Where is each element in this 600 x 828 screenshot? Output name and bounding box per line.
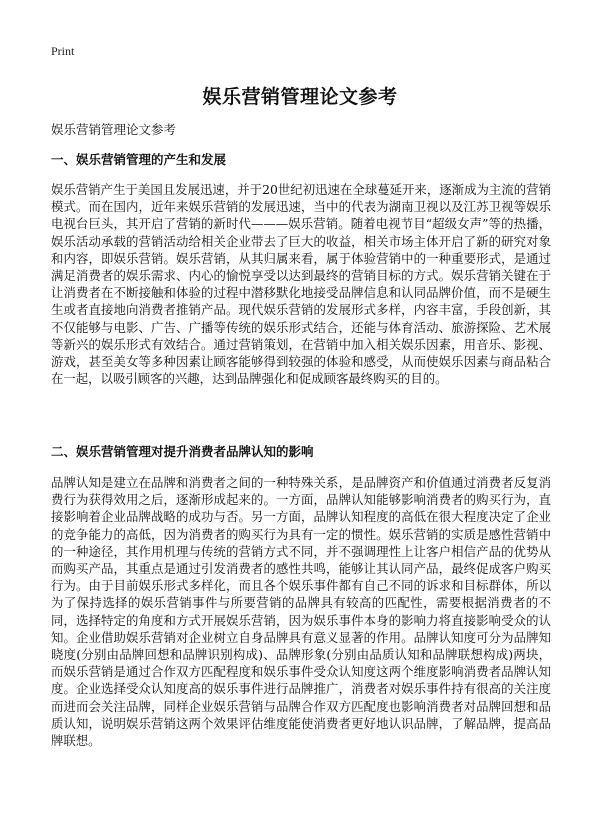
section-heading-1: 一、娱乐营销管理的产生和发展	[51, 152, 227, 167]
section-body-1: 娱乐营销产生于美国且发展迅速，并于20世纪初迅速在全球蔓延开来，逐渐成为主流的营销模式。而在国内，近年来娱乐营销的发展迅速，当中的代表为湖南卫视以及江苏卫视等娱乐电视台巨头，其开启了营销的新时代———娱乐营销。随着电视节目“超级女声”等的热播，娱乐活动承载的营销活动给相关企业带去了巨大的收益，相关市场主体开启了新的研究对象和内容，即娱乐营销。娱乐营销，从其归属来看，属于体验营销中的一种重要形式，是通过满足消费者的娱乐需求、内心的愉悦享受以达到最终的营销目标的方式。娱乐营销关键在于让消费者在不断接触和体验的过程中潜移默化地接受品牌信息和认同品牌价值，而不是硬生生或者直接地向消费者推销产品。现代娱乐营销的发展形式多样，内容丰富，手段创新，其不仅能够与电影、广告、广播等传统的娱乐形式结合，还能与体育活动、旅游探险、艺术展等新兴的娱乐形式有效结合。通过营销策划，在营销中加入相关娱乐因素，用音乐、影视、游戏，甚至美女等多种因素让顾客能够得到较强的体验和感受，从而使娱乐因素与商品粘合在一起，以吸引顾客的兴趣，达到品牌强化和促成顾客最终购买的目的。	[51, 182, 551, 387]
section-body-2: 品牌认知是建立在品牌和消费者之间的一种特殊关系，是品牌资产和价值通过消费者反复消费行为获得效用之后，逐渐形成起来的。一方面，品牌认知能够影响消费者的购买行为，直接影响着企业品牌战略的成功与否。另一方面，品牌认知程度的高低在很大程度决定了企业的竞争能力的高低，因为消费者的购买行为具有一定的惯性。娱乐营销的实质是感性营销中的一种途径，其作用机理与传统的营销方式不同，并不强调理性上让客户相信产品的优势从而购买产品，其重点是通过引发消费者的感性共鸣，能够让其认同产品，最终促成客户购买行为。由于目前娱乐形式多样化，而且各个娱乐事件都有自己不同的诉求和目标群体，所以为了保持选择的娱乐营销事件与所要营销的品牌具有较高的匹配性，需要根据消费者的不同，选择特定的角度和方式开展娱乐营销，因为娱乐事件本身的影响力将直接影响受众的认知。企业借助娱乐营销对企业树立自身品牌具有意义显著的作用。品牌认知度可分为品牌知晓度(分别由品牌回想和品牌识别构成)、品牌形象(分别由品质认知和品牌联想构成)两块，而娱乐营销是通过合作双方匹配程度和娱乐事件受众认知度这两个维度影响消费者品牌认知度。企业选择受众认知度高的娱乐事件进行品牌推广，消费者对娱乐事件持有很高的关注度而进而会关注品牌，同样企业娱乐营销与品牌合作双方匹配度也影响消费者对品牌回想和品质认知，说明娱乐营销这两个效果评估维度能使消费者更好地认识品牌，了解品牌，提高品牌联想。	[51, 475, 551, 749]
print-label: Print	[51, 44, 75, 58]
document-title: 娱乐营销管理论文参考	[202, 86, 398, 108]
section-heading-2: 二、娱乐营销管理对提升消费者品牌认知的影响	[51, 444, 314, 459]
document-subtitle: 娱乐营销管理论文参考	[51, 122, 177, 137]
